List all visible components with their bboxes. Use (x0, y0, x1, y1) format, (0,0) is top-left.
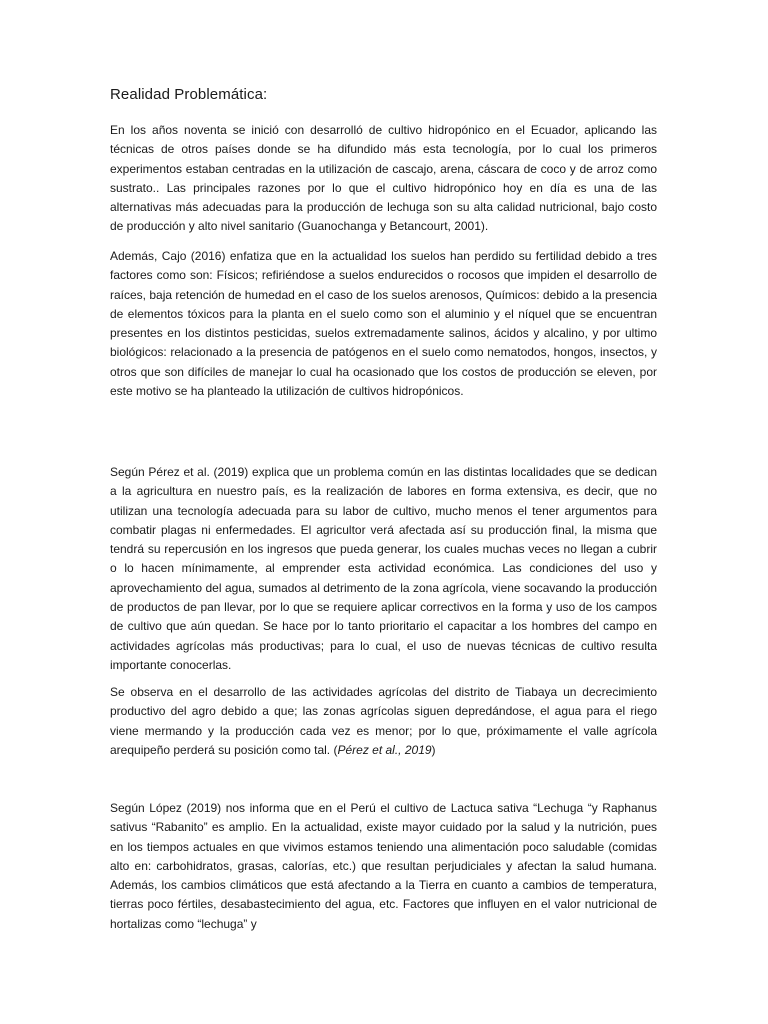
paragraph-hydroponics-ecuador: En los años noventa se inició con desarrolló de cultivo hidropónico en el Ecuador, aplicando las técnicas de otros países donde se ha difundido más esta tecnología, por lo cual los primeros experimentos estaban centradas en la utilización de cascajo, arena, cáscara de coco y de arroz como sustrato.. Las principales razones por lo que el cultivo hidropónico hoy en día es una de las alternativas más adecuadas para la producción de lechuga son su alta calidad nutricional, bajo costo de producción y alto nivel sanitario (Guanochanga y Betancourt, 2001). (110, 123, 657, 234)
paragraph-tiabaya-text: Se observa en el desarrollo de las actividades agrícolas del distrito de Tiabaya un decrecimiento productivo del agro debido a que; las zonas agrícolas siguen depredándose, el agua para el riego viene mermando y la producción cada vez es menor; por lo que, próximamente el valle agrícola arequipeño perderá su posición como tal. (110, 685, 657, 757)
section-heading: Realidad Problemática: (110, 86, 268, 103)
paragraph-soil-fertility: Además, Cajo (2016) enfatiza que en la actualidad los suelos han perdido su fertilidad debido a tres factores como son: Físicos; refiriéndose a suelos endurecidos o rocosos que impiden el desarrollo de raíces, baja retención de humedad en el caso de los suelos arenosos, Químicos: debido a la presencia de elementos tóxicos para la planta en el suelo como son el aluminio y el níquel que se encuentran presentes en los distintos pesticidas, suelos extremadamente salinos, ácidos y alcalino, y por ultimo biológicos: relacionado a la presencia de patógenos en el suelo como nematodos, hongos, insectos, y otros que son difíciles de manejar lo cual ha ocasionado que los costos de producción se eleven, por este motivo se ha planteado la utilización de cultivos hidropónicos. (110, 249, 657, 399)
paragraph-lettuce-radish: Según López (2019) nos informa que en el Perú el cultivo de Lactuca sativa “Lechuga “y Raphanus sativus “Rabanito” es amplio. En la actualidad, existe mayor cuidado por la salud y la nutrición, pues en los tiempos actuales en que vivimos estamos teniendo una alimentación poco saludable (comidas alto en: carbohidratos, grasas, calorías, etc.) que resultan perjudiciales y afectan la salud humana. Además, los cambios climáticos que está afectando a la Tierra en cuanto a cambios de temperatura, tierras poco fértiles, desabastecimiento del agua, etc. Factores que influyen en el valor nutricional de hortalizas como “lechuga” y (110, 801, 657, 931)
citation-open: ( (333, 742, 338, 757)
citation-close: ) (431, 742, 436, 757)
paragraph-tiabaya (110, 683, 657, 760)
paragraph-agriculture-problem: Según Pérez et al. (2019) explica que un problema común en las distintas localidades que se dedican a la agricultura en nuestro país, es la realización de labores en forma extensiva, es decir, que no utilizan una tecnología adecuada para su labor de cultivo, mucho menos el tener argumentos para combatir plagas ni enfermedades. El agricultor verá afectada así su producción final, la misma que tendrá su repercusión en los ingresos que pueda generar, los cuales muchas veces no llegan a cubrir o lo hacen mínimamente, al emprender esta actividad económica. Las condiciones del uso y aprovechamiento del agua, sumados al detrimento de la zona agrícola, viene socavando la producción de productos de pan llevar, por lo que se requiere aplicar correctivos en la forma y uso de los campos de cultivo que aún quedan. Se hace por lo tanto prioritario el capacitar a los hombres del campo en actividades agrícolas más productivas; para lo cual, el uso de nuevas técnicas de cultivo resulta importante conocerlas. (110, 465, 657, 672)
citation: Pérez et al., 2019 (337, 742, 432, 757)
document-page (110, 0, 657, 1024)
